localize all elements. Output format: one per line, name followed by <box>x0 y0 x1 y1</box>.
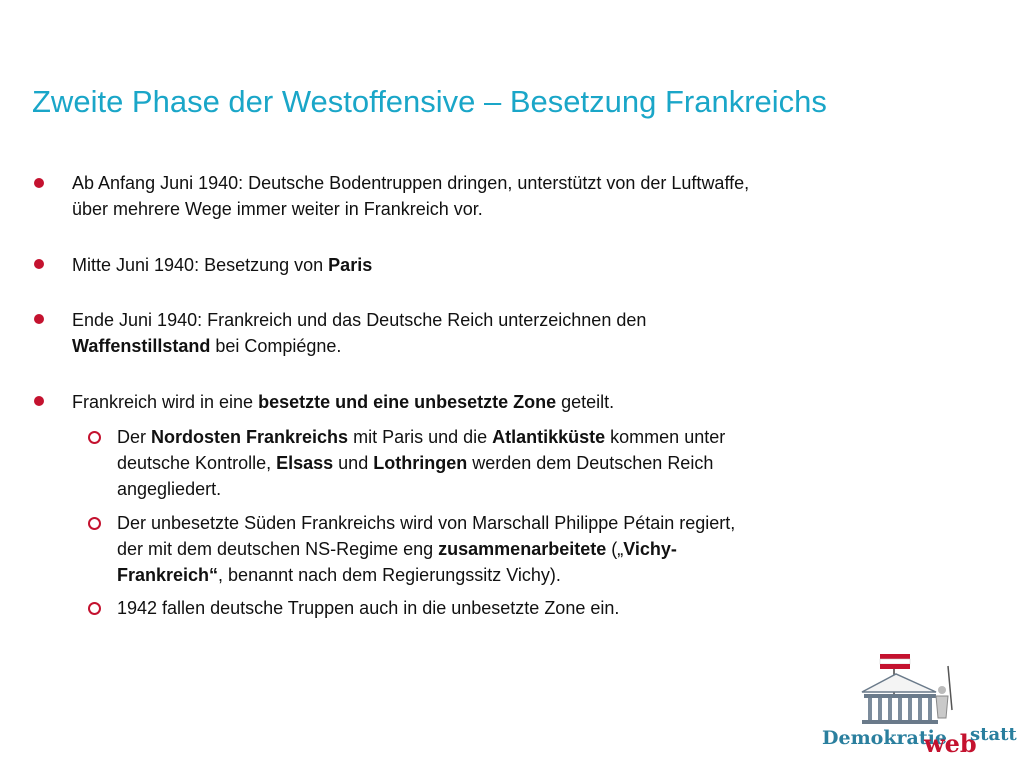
parliament-building-icon <box>818 640 1018 760</box>
subbullet-2-line-3 <box>117 562 977 588</box>
bold-span: Atlantikküste <box>492 427 606 447</box>
bullet-icon <box>34 178 44 188</box>
bullet-1 <box>72 170 972 222</box>
subbullet-2-line-1: Der unbesetzte Süden Frankreichs wird von Marschall Philippe Pétain regiert, <box>117 513 736 533</box>
bullet-icon <box>34 396 44 406</box>
bullet-3 <box>72 307 972 359</box>
bullet-3-bold: Waffenstillstand <box>72 336 211 356</box>
logo-text-mid: web <box>924 729 977 758</box>
bullet-2-text: Mitte Juni 1940: Besetzung von <box>72 255 329 275</box>
bold-span: Vichy- <box>623 539 677 559</box>
subbullet-1-line-1 <box>117 424 977 450</box>
subbullet-1 <box>117 424 977 502</box>
bullet-2-bold: Paris <box>328 255 373 275</box>
bullet-icon <box>34 314 44 324</box>
bold-span: zusammenarbeitete <box>438 539 607 559</box>
text-span: der mit dem deutschen NS-Regime eng <box>117 539 439 559</box>
bold-span: Elsass <box>276 453 334 473</box>
bullet-4-pre: Frankreich wird in eine <box>72 392 259 412</box>
circle-bullet-icon <box>88 602 101 615</box>
subbullet-1-line-2 <box>117 450 977 476</box>
text-span: und <box>333 453 374 473</box>
bold-span: Frankreich“ <box>117 565 219 585</box>
circle-bullet-icon <box>88 431 101 444</box>
bullet-4-bold: besetzte und eine unbesetzte Zone <box>258 392 557 412</box>
bullet-icon <box>34 259 44 269</box>
subbullet-2 <box>117 510 977 588</box>
subbullet-3 <box>117 595 977 621</box>
bold-span: Lothringen <box>373 453 468 473</box>
logo-text-right: statt <box>970 724 1017 745</box>
subbullet-3-text: 1942 fallen deutsche Truppen auch in die unbesetzte Zone ein. <box>117 598 620 618</box>
logo-text-left: Demokratie <box>822 727 947 749</box>
bullet-1-line-2: über mehrere Wege immer weiter in Frankreich vor. <box>72 199 483 219</box>
bold-span: Nordosten Frankreichs <box>151 427 349 447</box>
bullet-2 <box>72 252 972 278</box>
text-span: , benannt nach dem Regierungssitz Vichy). <box>218 565 561 585</box>
bullet-3-rest: bei Compiégne. <box>210 336 342 356</box>
bullet-3-line-2 <box>72 333 972 359</box>
bullet-3-line-1: Ende Juni 1940: Frankreich und das Deutsche Reich unterzeichnen den <box>72 310 647 330</box>
text-span: deutsche Kontrolle, <box>117 453 277 473</box>
circle-bullet-icon <box>88 517 101 530</box>
demokratiewebstatt-logo <box>818 640 1018 760</box>
bullet-4-post: geteilt. <box>556 392 615 412</box>
slide-title: Zweite Phase der Westoffensive – Besetzung Frankreichs <box>32 84 827 119</box>
text-span: Der <box>117 427 152 447</box>
subbullet-1-line-3: angegliedert. <box>117 479 222 499</box>
text-span: werden dem Deutschen Reich <box>467 453 714 473</box>
text-span: kommen unter <box>605 427 726 447</box>
text-span: mit Paris und die <box>348 427 493 447</box>
bullet-1-line-1: Ab Anfang Juni 1940: Deutsche Bodentruppen dringen, unterstützt von der Luftwaffe, <box>72 173 750 193</box>
subbullet-2-line-2 <box>117 536 977 562</box>
text-span: („ <box>606 539 624 559</box>
bullet-4 <box>72 389 972 415</box>
